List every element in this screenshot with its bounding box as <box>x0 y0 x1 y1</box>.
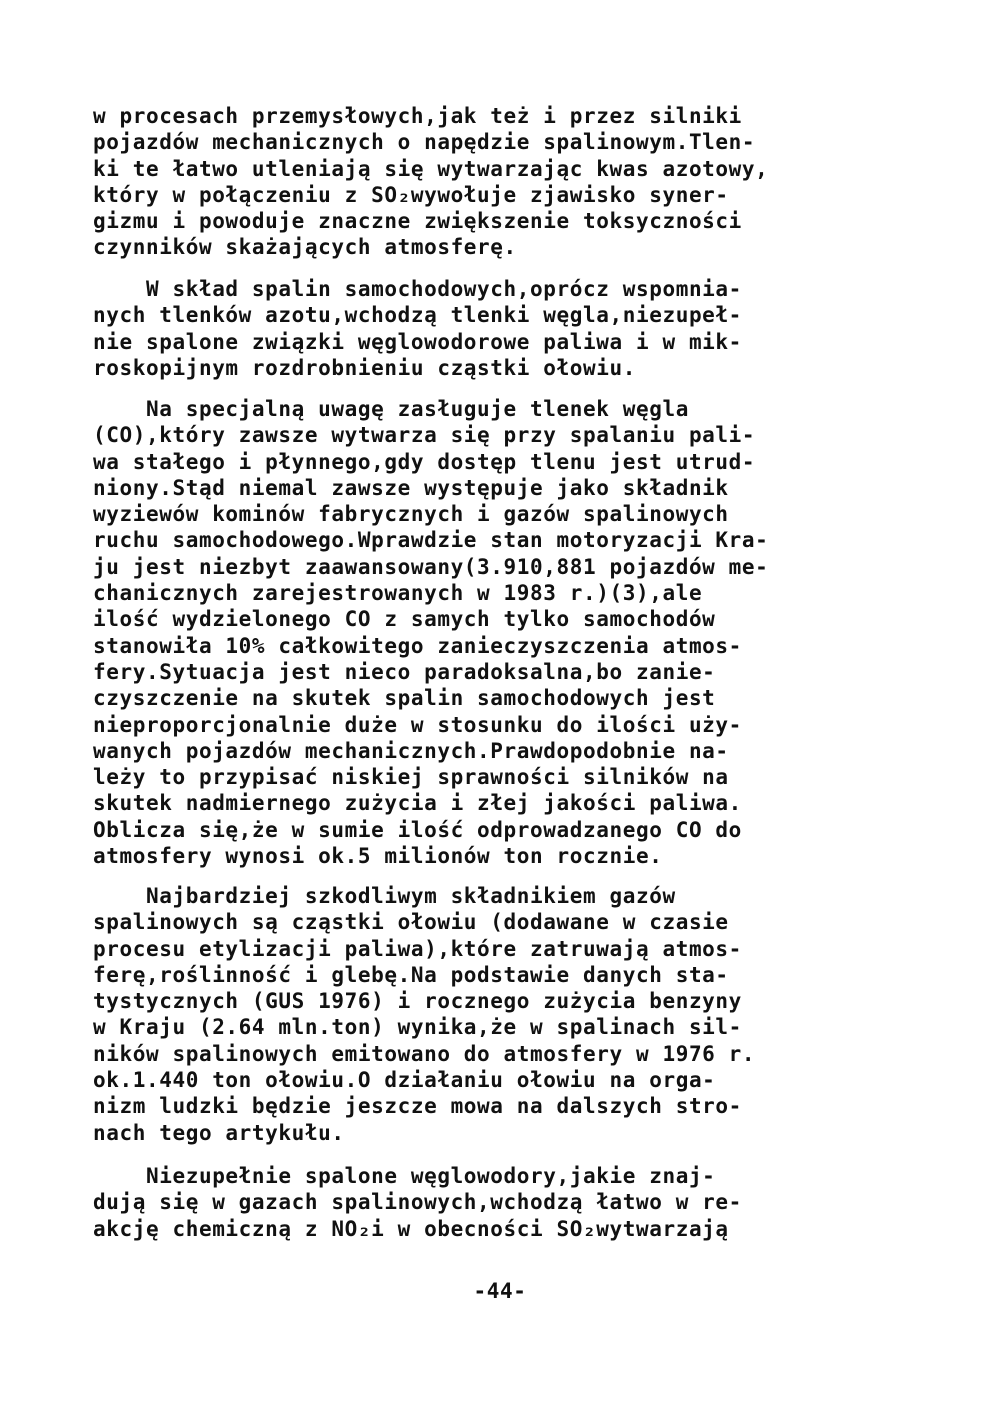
paragraph-3 <box>93 396 923 869</box>
text-line: atmosfery wynosi ok.5 milionów ton rocznie. <box>93 844 663 869</box>
text-line: nieproporcjonalnie duże w stosunku do ilości uży- <box>93 712 742 737</box>
text-line: ok.1.440 ton ołowiu.O działaniu ołowiu na orga- <box>93 1068 716 1093</box>
text-line: ki te łatwo utleniają się wytwarzając kwas azotowy, <box>93 156 769 181</box>
text-line: spalinowych są cząstki ołowiu (dodawane w czasie <box>93 910 729 935</box>
text-line: nizm ludzki będzie jeszcze mowa na dalszych stro- <box>93 1094 742 1119</box>
text-line: skutek nadmiernego zużycia i złej jakości paliwa. <box>93 791 742 816</box>
text-line: czyszczenie na skutek spalin samochodowych jest <box>93 686 716 711</box>
text-line: nach tego artykułu. <box>93 1120 345 1145</box>
text-line: dują się w gazach spalinowych,wchodzą łatwo w re- <box>93 1190 742 1215</box>
text-line: niony.Stąd niemal zawsze występuje jako składnik <box>93 475 729 500</box>
text-line: (CO),który zawsze wytwarza się przy spalaniu pali- <box>93 423 756 448</box>
text-line: Najbardziej szkodliwym składnikiem gazów <box>93 884 676 908</box>
text-line: akcję chemiczną z NO₂i w obecności SO₂wytwarzają <box>93 1216 729 1241</box>
text-line: fery.Sytuacja jest nieco paradoksalna,bo zanie- <box>93 659 716 684</box>
text-line: wyziewów kominów fabrycznych i gazów spalinowych <box>93 502 729 527</box>
text-line: ferę,roślinność i glebę.Na podstawie danych sta- <box>93 962 729 987</box>
text-line: gizmu i powoduje znaczne zwiększenie toksyczności <box>93 209 742 234</box>
page-number: -44- <box>473 1279 527 1303</box>
text-line: który w połączeniu z SO₂wywołuje zjawisko syner- <box>93 182 729 207</box>
text-line: Na specjalną uwagę zasługuje tlenek węgla <box>93 397 689 421</box>
text-line: nych tlenków azotu,wchodzą tlenki węgla,niezupeł- <box>93 303 742 328</box>
text-line: leży to przypisać niskiej sprawności silników na <box>93 765 729 790</box>
text-line: ników spalinowych emitowano do atmosfery w 1976 r. <box>93 1041 756 1066</box>
text-line: w Kraju (2.64 mln.ton) wynika,że w spalinach sil- <box>93 1015 742 1040</box>
text-line: ju jest niezbyt zaawansowany(3.910,881 pojazdów me- <box>93 554 769 579</box>
text-line: ilość wydzielonego CO z samych tylko samochodów <box>93 607 716 632</box>
text-line: czynników skażających atmosferę. <box>93 235 517 260</box>
text-line: Niezupełnie spalone węglowodory,jakie znaj- <box>93 1164 716 1188</box>
text-line: wanych pojazdów mechanicznych.Prawdopodobnie na- <box>93 738 729 763</box>
text-line: wa stałego i płynnego,gdy dostęp tlenu jest utrud- <box>93 449 756 474</box>
paragraph-4 <box>93 883 923 1146</box>
text-line: stanowiła 10% całkowitego zanieczyszczenia atmos- <box>93 633 742 658</box>
paragraph-5 <box>93 1163 923 1242</box>
text-line: procesu etylizacji paliwa),które zatruwają atmos- <box>93 936 742 961</box>
text-line: roskopijnym rozdrobnieniu cząstki ołowiu. <box>93 355 636 380</box>
text-line: w procesach przemysłowych,jak też i przez silniki <box>93 104 742 128</box>
text-line: W skład spalin samochodowych,oprócz wspomnia- <box>93 277 742 301</box>
text-line: ruchu samochodowego.Wprawdzie stan motoryzacji Kra- <box>93 528 769 553</box>
text-line: tystycznych (GUS 1976) i rocznego zużycia benzyny <box>93 989 742 1014</box>
text-line: nie spalone związki węglowodorowe paliwa i w mik- <box>93 329 742 354</box>
paragraph-1 <box>93 103 923 261</box>
text-line: Oblicza się,że w sumie ilość odprowadzanego CO do <box>93 817 742 842</box>
text-line: chanicznych zarejestrowanych w 1983 r.)(3),ale <box>93 581 703 606</box>
text-line: pojazdów mechanicznych o napędzie spalinowym.Tlen- <box>93 130 756 155</box>
paragraph-2 <box>93 276 923 381</box>
